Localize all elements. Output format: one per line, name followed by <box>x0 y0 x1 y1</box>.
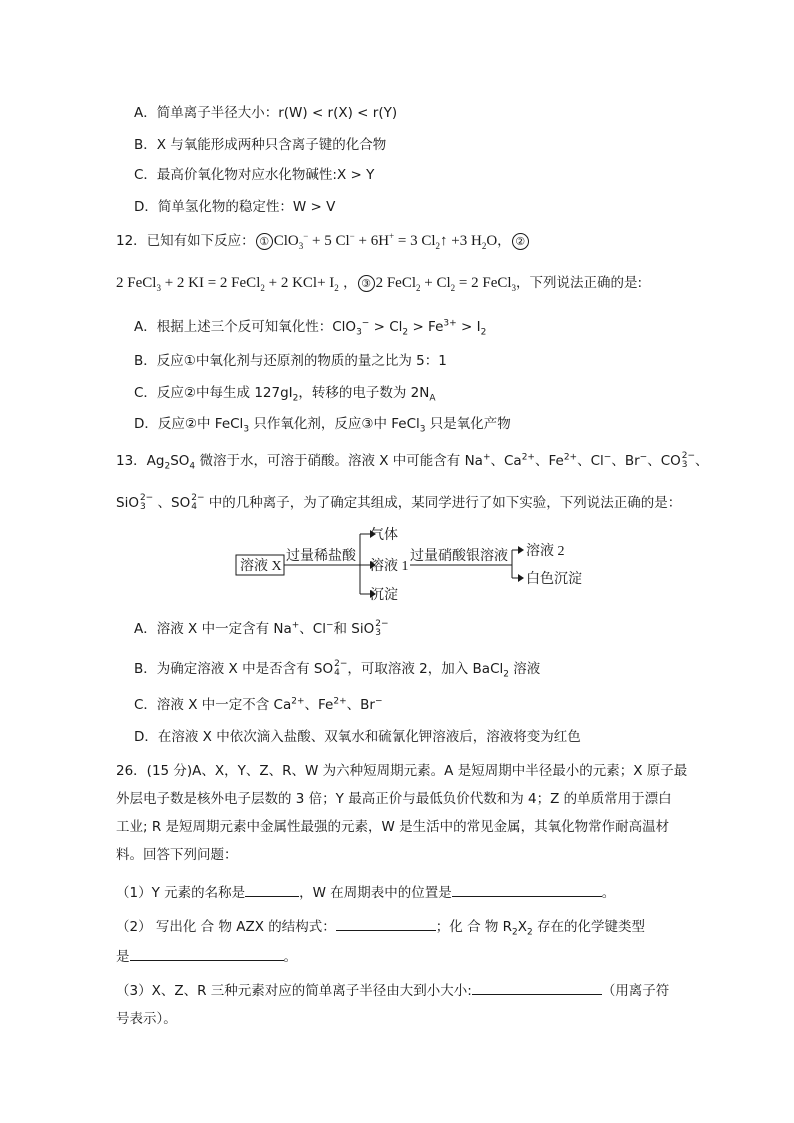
q26-sub2-text-b: ；化 合 物 $R_2X_2$ 存在的化学键类型 <box>435 919 646 938</box>
q13-option-b: B．为确定溶液 X 中是否含有 SO 2− 4 ，可取溶液 2，加入 BaCl$_2$ 溶液 <box>134 659 541 680</box>
answer-blank-y-name[interactable] <box>245 882 299 897</box>
q26-para-line4: 料。回答下列问题： <box>116 847 238 863</box>
q26-sub1-text-b: ，W 在周期表中的位置是 <box>299 885 452 901</box>
q13-stem-line1: 13．$Ag_2SO_4$ 微溶于水，可溶于硝酸。溶液 X 中可能含有 Na+、$Ca^{2+}$、$Fe^{2+}$、Cl−、Br−、CO 2− 3 、 <box>116 451 709 472</box>
q12-reaction-1: ClO$_3$− + 5 Cl− + 6H+ = 3 $Cl_2↑ +3$ $H_2O$ <box>273 231 498 251</box>
q12-intro: 12．已知有如下反应： <box>116 233 255 249</box>
q12-option-a-prefix: A．根据上述三个反可知氧化性： <box>134 319 333 335</box>
circle-3-icon: ③ <box>358 275 375 292</box>
q26-sub2-text-a: （2） 写出化 合 物 AZX 的结构式： <box>116 919 336 935</box>
q26-para-line2: 外层电子数是核外电子层数的 3 倍；Y 最高正价与最低负价代数和为 4；Z 的单质常用于漂白 <box>116 791 672 807</box>
arrow-head-icon <box>518 546 524 554</box>
q12-reaction-2: 2 FeCl$_3$ + 2 KI = 2 FeCl$_2$ + 2 $KCl+ I_2$ <box>116 275 339 293</box>
q26-sub3-text-b: （用离子符 <box>601 983 670 999</box>
step1-reagent: 过量稀盐酸 <box>286 549 356 564</box>
q12-option-a <box>134 318 486 336</box>
q13-stem-line2: SiO 2− 3 、SO 2− 4 中的几种离子，为了确定其组成，某同学进行了如下实验，下列说法正确的是： <box>116 493 682 512</box>
q26-sub2-line2 <box>116 946 297 966</box>
answer-blank-bond-type[interactable] <box>130 946 284 961</box>
q12-reaction-3: 2 FeCl$_2$ + $Cl_2 = 2$ FeCl$_3$ <box>375 275 517 293</box>
product-precipitate: 沉淀 <box>370 588 398 603</box>
q12-tail: ，下列说法正确的是: <box>516 275 643 291</box>
q11-option-a: A．简单离子半径大小：r(W) < r(X) < r(Y) <box>134 105 398 121</box>
q26-para-line3: 工业; R 是短周期元素中金属性最强的元素，W 是生活中的常见金属，其氧化物常作耐高温材 <box>116 819 670 835</box>
q12-stem-line2: 2 FeCl$_3$ + 2 KI = 2 FeCl$_2$ + 2 $KCl+ I_2$ ， ③ 2 FeCl$_2$ + $Cl_2 = 2$ FeCl$_3$，下列说法正确的是: <box>116 275 643 293</box>
answer-blank-ion-radius[interactable] <box>472 980 602 995</box>
circle-2-icon: ② <box>512 233 529 250</box>
q26-sub2-text-d: 。 <box>283 949 297 965</box>
q26-sub2-line1 <box>116 916 645 936</box>
q26-sub3-line1 <box>116 980 669 1000</box>
q13-option-a: A．溶液 X 中一定含有 Na+、Cl−和 SiO 2− 3 <box>134 619 389 638</box>
answer-blank-w-position[interactable] <box>452 882 602 897</box>
q26-sub2-text-c: 是 <box>116 949 130 965</box>
q26-para-line1: 26．(15 分)A、X，Y、Z、R、W 为六种短周期元素。A 是短周期中半径最小的元素；X 原子最 <box>116 763 688 779</box>
q26-sub1-text-a: （1）Y 元素的名称是 <box>116 885 246 901</box>
q12-option-c: C．反应②中每生成 $127gI_2$，转移的电子数为 $2N_A$ <box>134 385 436 404</box>
product-solution-2: 溶液 2 <box>526 544 565 559</box>
q12-option-b: B．反应①中氧化剂与还原剂的物质的量之比为 5：1 <box>134 353 447 369</box>
q13-option-c: C．溶液 X 中一定不含 $Ca^{2+}$、$Fe^{2+}$、Br− <box>134 696 383 713</box>
circle-1-icon: ① <box>256 233 273 250</box>
product-gas: 气体 <box>370 528 398 543</box>
q11-option-b: B．X 与氧能形成两种只含离子键的化合物 <box>134 137 387 153</box>
q11-option-d: D．简单氢化物的稳定性：W > V <box>134 199 336 215</box>
product-white-precipitate: 白色沉淀 <box>526 572 582 587</box>
q26-sub1-text-c: 。 <box>601 885 616 901</box>
q12-option-a-chain: $ClO_3^- > Cl_2 > Fe^{3+} > I_2$ <box>332 318 487 338</box>
answer-blank-azx-structure[interactable] <box>336 916 436 931</box>
q11-option-c: C．最高价氧化物对应水化物碱性:X > Y <box>134 167 375 183</box>
step2-reagent: 过量硝酸银溶液 <box>410 549 508 564</box>
q12-option-d: D．反应②中 FeCl$_3$ 只作氧化剂，反应③中 FeCl$_3$ 只是氧化产物 <box>134 416 511 435</box>
product-solution-1: 溶液 1 <box>370 559 409 574</box>
q13-flow-diagram <box>230 520 590 610</box>
solution-x-label: 溶液 X <box>240 559 282 574</box>
q12-stem-line1: 12．已知有如下反应： ① ClO$_3$− + 5 Cl− + 6H+ = 3 $Cl_2↑ +3$ $H_2O$， ② <box>116 232 530 250</box>
q26-sub1 <box>116 882 615 902</box>
q26-sub3-text-a: （3）X、Z、R 三种元素对应的简单离子半径由大到小大小: <box>116 983 472 999</box>
q13-option-d: D．在溶液 X 中依次滴入盐酸、双氧水和硫氰化钾溶液后，溶液将变为红色 <box>134 729 581 745</box>
q26-sub3-line2: 号表示）。 <box>116 1011 177 1027</box>
arrow-head-icon <box>518 574 524 582</box>
